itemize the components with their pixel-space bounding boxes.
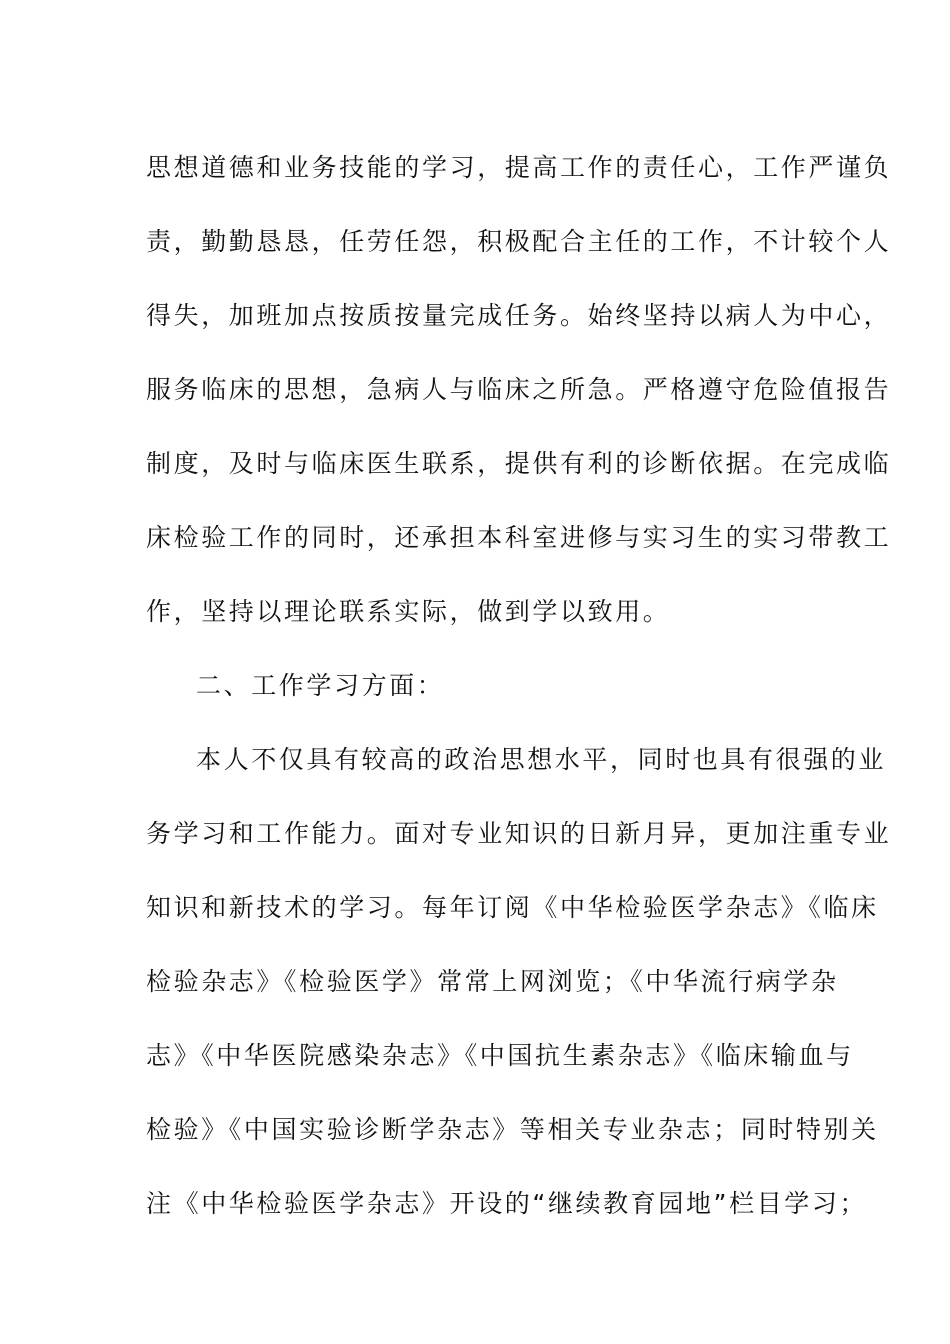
paragraph-line: 得失，加班加点按质按量完成任务。始终坚持以病人为中心， xyxy=(146,301,892,330)
paragraph-line: 注《中华检验医学杂志》开设的“继续教育园地”栏目学习； xyxy=(146,1189,868,1218)
paragraph-line: 检验》《中国实验诊断学杂志》等相关专业杂志；同时特别关 xyxy=(146,1115,879,1144)
paragraph-line: 志》《中华医院感染杂志》《中国抗生素杂志》《临床输血与 xyxy=(146,1041,854,1070)
paragraph-line: 制度，及时与临床医生联系，提供有利的诊断依据。在完成临 xyxy=(146,449,892,478)
paragraph-line: 检验杂志》《检验医学》常常上网浏览；《中华流行病学杂 xyxy=(146,967,839,996)
document-body xyxy=(146,131,892,1241)
paragraph-line: 务学习和工作能力。面对专业知识的日新月异，更加注重专业 xyxy=(146,819,892,848)
paragraph-line: 思想道德和业务技能的学习，提高工作的责任心，工作严谨负 xyxy=(146,153,892,182)
section-heading: 二、工作学习方面： xyxy=(196,671,445,700)
paragraph-line: 作，坚持以理论联系实际，做到学以致用。 xyxy=(146,597,671,626)
paragraph-line: 责，勤勤恳恳，任劳任怨，积极配合主任的工作，不计较个人 xyxy=(146,227,892,256)
paragraph-line: 本人不仅具有较高的政治思想水平，同时也具有很强的业 xyxy=(196,745,887,774)
paragraph-line: 知识和新技术的学习。每年订阅《中华检验医学杂志》《临床 xyxy=(146,893,879,922)
paragraph-line: 床检验工作的同时，还承担本科室进修与实习生的实习带教工 xyxy=(146,523,892,552)
paragraph-line: 服务临床的思想，急病人与临床之所急。严格遵守危险值报告 xyxy=(146,375,892,404)
